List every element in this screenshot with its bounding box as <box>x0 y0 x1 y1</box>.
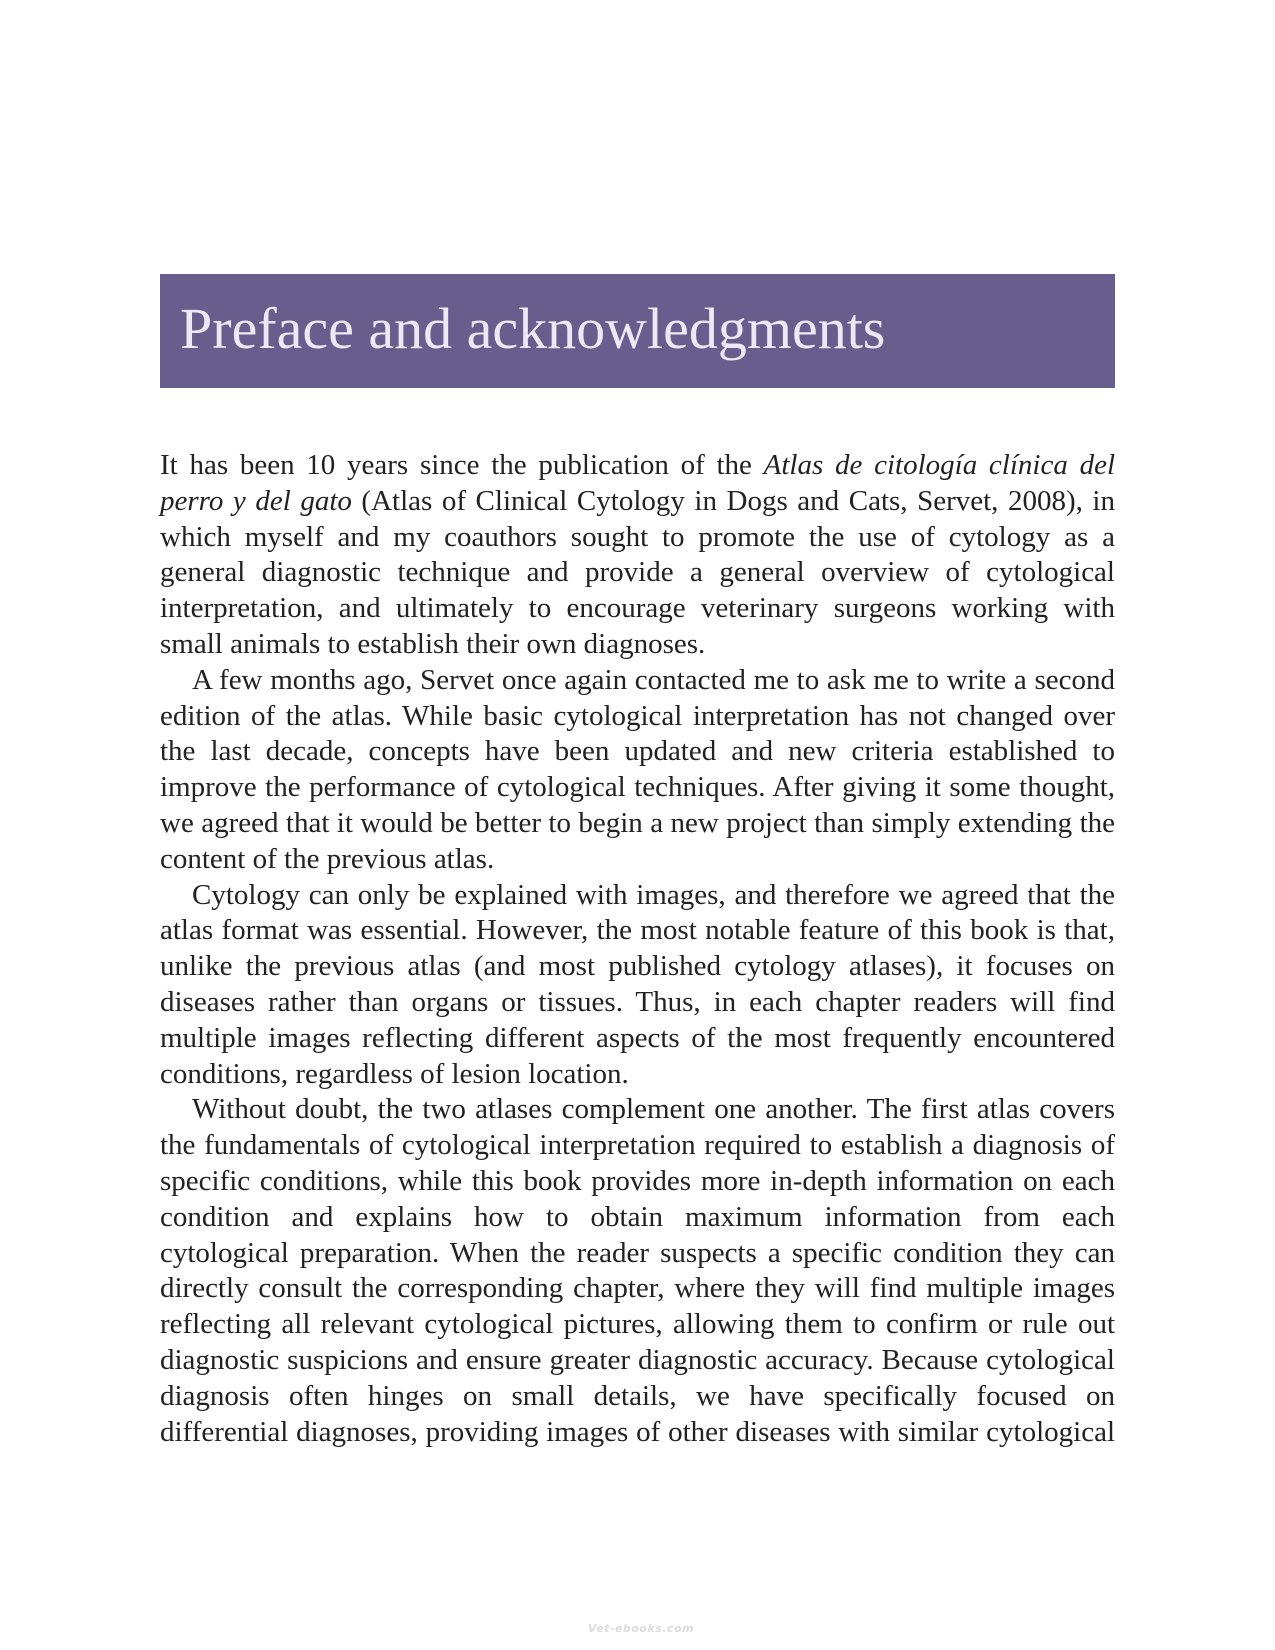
paragraph-1 <box>160 448 1115 663</box>
paragraph-3: Cytology can only be explained with images, and therefore we agreed that the atlas format was essential. However, the most notable feature of this book is that, unlike the previous atlas (and most published cytology atlases), it focuses on diseases rather than organs or tissues. Thus, in each chapter readers will find multiple images reflecting different aspects of the most frequently encountered conditions, regardless of lesion location. <box>160 878 1115 1090</box>
paragraph-2: A few months ago, Servet once again contacted me to ask me to write a second edition of the atlas. While basic cytological interpretation has not changed over the last decade, concepts have been updated and new criteria established to improve the performance of cytological techniques. After giving it some thought, we agreed that it would be better to begin a new project than simply extending the content of the previous atlas. <box>160 663 1115 875</box>
paragraph-1-rest: (Atlas of Clinical Cytology in Dogs and Cats, Servet, 2008), in which myself and my coauthors sought to promote the use of cytology as a general diagnostic technique and provide a general overview of cytological interpretation, and ultimately to encourage veterinary surgeons working with small animals to establish their own diagnoses. <box>160 484 1115 660</box>
paragraph-1-lead: It has been 10 years since the publication of the <box>160 449 764 481</box>
title-banner <box>160 274 1115 388</box>
book-title-italic: Atlas de citología clínica del perro y del gato <box>160 449 1115 517</box>
page-title: Preface and acknowledgments <box>180 296 886 361</box>
paragraph-4: Without doubt, the two atlases complement one another. The first atlas covers the fundamentals of cytological interpretation required to establish a diagnosis of specific conditions, while this book provides more in-depth information on each condition and explains how to obtain maximum information from each cytological preparation. When the reader suspects a specific condition they can directly consult the corresponding chapter, where they will find multiple images reflecting all relevant cytological pictures, allowing them to confirm or rule out diagnostic suspicions and ensure greater diagnostic accuracy. Because cytological diagnosis often hinges on small details, we have specifically focused on differential diagnoses, providing images of other diseases with similar cytological <box>160 1093 1115 1448</box>
watermark-logo: Vet-ebooks.com <box>588 1622 695 1635</box>
body-text <box>160 448 1115 1450</box>
